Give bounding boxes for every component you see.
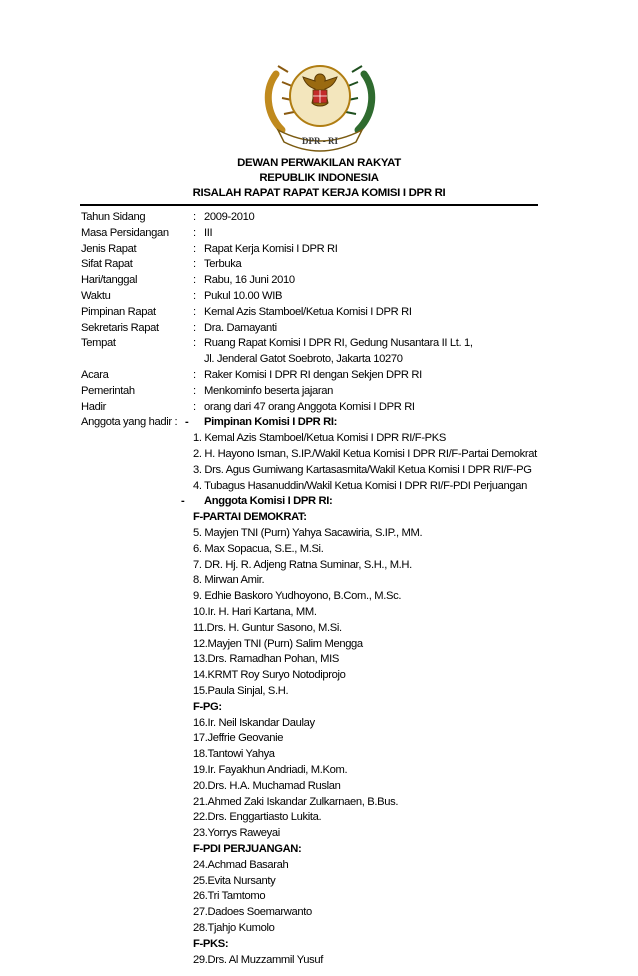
field-separator: :	[193, 211, 196, 223]
field-row	[0, 322, 638, 338]
field-label: Acara	[81, 369, 109, 381]
faction-heading	[0, 511, 638, 527]
member-name: 28.Tjahjo Kumolo	[193, 922, 275, 934]
member-name: 21.Ahmed Zaki Iskandar Zulkarnaen, B.Bus.	[193, 795, 399, 808]
field-label: Anggota yang hadir :	[81, 416, 178, 429]
field-row	[0, 337, 638, 353]
field-value: Dra. Damayanti	[204, 321, 277, 334]
faction-heading	[0, 938, 638, 954]
member-name: 9. Edhie Baskoro Yudhoyono, B.Com., M.Sc.	[193, 590, 402, 603]
header-line-2: REPUBLIK INDONESIA	[259, 172, 379, 184]
member-name: 16.Ir. Neil Iskandar Daulay	[193, 716, 315, 729]
field-row	[0, 227, 638, 243]
field-value: Menkominfo beserta jajaran	[204, 384, 333, 397]
list-item	[0, 638, 638, 654]
member-name: 15.Paula Sinjal, S.H.	[193, 685, 289, 697]
field-row	[0, 211, 638, 227]
member-name: 22.Drs. Enggartiasto Lukita.	[193, 811, 322, 824]
list-item	[0, 606, 638, 622]
field-value: Rabu, 16 Juni 2010	[204, 274, 295, 287]
member-name: 19.Ir. Fayakhun Andriadi, M.Kom.	[193, 764, 348, 776]
field-row	[0, 401, 638, 417]
header-line-1: DEWAN PERWAKILAN RAKYAT	[237, 157, 401, 169]
list-item	[0, 748, 638, 764]
list-item	[0, 685, 638, 701]
field-row	[0, 243, 638, 259]
field-row	[0, 385, 638, 401]
member-name: 5. Mayjen TNI (Purn) Yahya Sacawiria, S.IP., MM.	[193, 527, 423, 539]
field-row	[0, 353, 638, 369]
field-separator: :	[193, 290, 196, 302]
member-name: 29.Drs. Al Muzzammil Yusuf	[193, 953, 323, 966]
field-row	[0, 258, 638, 274]
field-label: Hadir	[81, 400, 106, 413]
list-item	[0, 811, 638, 827]
field-row	[0, 290, 638, 306]
field-separator: :	[193, 337, 196, 350]
field-value: III	[204, 226, 213, 239]
anggota-heading-row	[0, 495, 638, 511]
field-value: Jl. Jenderal Gatot Soebroto, Jakarta 10270	[204, 353, 403, 366]
list-item	[0, 906, 638, 922]
member-name: 7. DR. Hj. R. Adjeng Ratna Suminar, S.H., M.H.	[193, 558, 412, 571]
field-value: Rapat Kerja Komisi I DPR RI	[204, 242, 338, 255]
header-rule	[80, 204, 538, 206]
section-heading: Pimpinan Komisi I DPR RI:	[204, 416, 337, 429]
faction-name: F-PKS:	[193, 937, 229, 950]
list-item	[0, 543, 638, 559]
field-row	[0, 274, 638, 290]
list-item	[0, 875, 638, 891]
member-name: 14.KRMT Roy Suryo Notodiprojo	[193, 669, 346, 682]
list-item	[0, 922, 638, 938]
member-name: 23.Yorrys Raweyai	[193, 827, 280, 840]
member-name: 8. Mirwan Amir.	[193, 574, 265, 587]
field-value: 2009-2010	[204, 211, 255, 223]
list-item	[0, 669, 638, 685]
faction-name: F-PARTAI DEMOKRAT:	[193, 511, 307, 524]
member-name: 4. Tubagus Hasanuddin/Wakil Ketua Komisi I DPR RI/F-PDI Perjuangan	[193, 479, 528, 492]
list-dash: -	[185, 416, 189, 429]
faction-heading	[0, 701, 638, 717]
list-item	[0, 622, 638, 638]
member-name: 1. Kemal Azis Stamboel/Ketua Komisi I DPR RI/F-PKS	[193, 432, 446, 445]
list-item	[0, 732, 638, 748]
field-label: Pemerintah	[81, 384, 135, 397]
field-label: Hari/tanggal	[81, 274, 138, 287]
field-label: Jenis Rapat	[81, 242, 137, 255]
field-row	[0, 369, 638, 385]
member-name: 3. Drs. Agus Gumiwang Kartasasmita/Wakil Ketua Komisi I DPR RI/F-PG	[193, 463, 532, 476]
field-separator: :	[193, 400, 196, 413]
field-value: Terbuka	[204, 258, 242, 271]
field-label: Sekretaris Rapat	[81, 321, 159, 334]
list-item	[0, 954, 638, 970]
field-separator: :	[193, 305, 196, 318]
list-item	[0, 480, 638, 496]
member-name: 11.Drs. H. Guntur Sasono, M.Si.	[193, 621, 342, 634]
list-item	[0, 432, 638, 448]
field-separator: :	[193, 369, 196, 381]
member-name: 25.Evita Nursanty	[193, 874, 276, 887]
pimpinan-heading-row	[0, 416, 638, 432]
seal-text: DPR - RI	[302, 136, 338, 146]
faction-name: F-PDI PERJUANGAN:	[193, 843, 302, 855]
list-item	[0, 464, 638, 480]
member-name: 24.Achmad Basarah	[193, 858, 289, 871]
list-item	[0, 448, 638, 464]
field-separator: :	[193, 384, 196, 397]
member-name: 10.Ir. H. Hari Kartana, MM.	[193, 606, 317, 618]
list-item	[0, 574, 638, 590]
member-name: 26.Tri Tamtomo	[193, 890, 266, 903]
list-item	[0, 717, 638, 733]
field-value: Pukul 10.00 WIB	[204, 290, 283, 302]
list-item	[0, 827, 638, 843]
member-name: 17.Jeffrie Geovanie	[193, 732, 284, 745]
field-label: Masa Persidangan	[81, 226, 169, 239]
field-label: Tahun Sidang	[81, 211, 146, 223]
field-separator: :	[193, 242, 196, 255]
dpr-emblem	[256, 52, 384, 152]
field-separator: :	[193, 258, 196, 271]
field-value: Raker Komisi I DPR RI dengan Sekjen DPR RI	[204, 369, 422, 381]
member-name: 12.Mayjen TNI (Purn) Salim Mengga	[193, 637, 363, 650]
field-label: Sifat Rapat	[81, 258, 133, 271]
field-label: Waktu	[81, 290, 111, 302]
list-item	[0, 527, 638, 543]
section-heading: Anggota Komisi I DPR RI:	[204, 495, 333, 508]
field-value: Ruang Rapat Komisi I DPR RI, Gedung Nusantara II Lt. 1,	[204, 337, 473, 350]
member-name: 13.Drs. Ramadhan Pohan, MIS	[193, 653, 340, 666]
field-separator: :	[193, 321, 196, 334]
faction-name: F-PG:	[193, 700, 222, 713]
field-separator: :	[193, 274, 196, 287]
list-item	[0, 859, 638, 875]
list-item	[0, 590, 638, 606]
list-item	[0, 796, 638, 812]
list-item	[0, 890, 638, 906]
member-name: 27.Dadoes Soemarwanto	[193, 906, 312, 919]
list-dash: -	[181, 495, 185, 508]
list-item	[0, 764, 638, 780]
member-name: 2. H. Hayono Isman, S.IP./Wakil Ketua Komisi I DPR RI/F-Partai Demokrat	[193, 448, 537, 460]
member-name: 18.Tantowi Yahya	[193, 748, 275, 761]
list-item	[0, 559, 638, 575]
field-separator: :	[193, 226, 196, 239]
member-name: 20.Drs. H.A. Muchamad Ruslan	[193, 779, 341, 792]
list-item	[0, 780, 638, 796]
faction-heading	[0, 843, 638, 859]
field-value: Kemal Azis Stamboel/Ketua Komisi I DPR RI	[204, 305, 412, 318]
field-label: Pimpinan Rapat	[81, 305, 156, 318]
list-item	[0, 653, 638, 669]
field-value: orang dari 47 orang Anggota Komisi I DPR RI	[204, 400, 415, 413]
field-row	[0, 306, 638, 322]
member-name: 6. Max Sopacua, S.E., M.Si.	[193, 542, 324, 555]
field-label: Tempat	[81, 337, 116, 350]
header-title: RISALAH RAPAT RAPAT KERJA KOMISI I DPR RI	[192, 187, 446, 199]
